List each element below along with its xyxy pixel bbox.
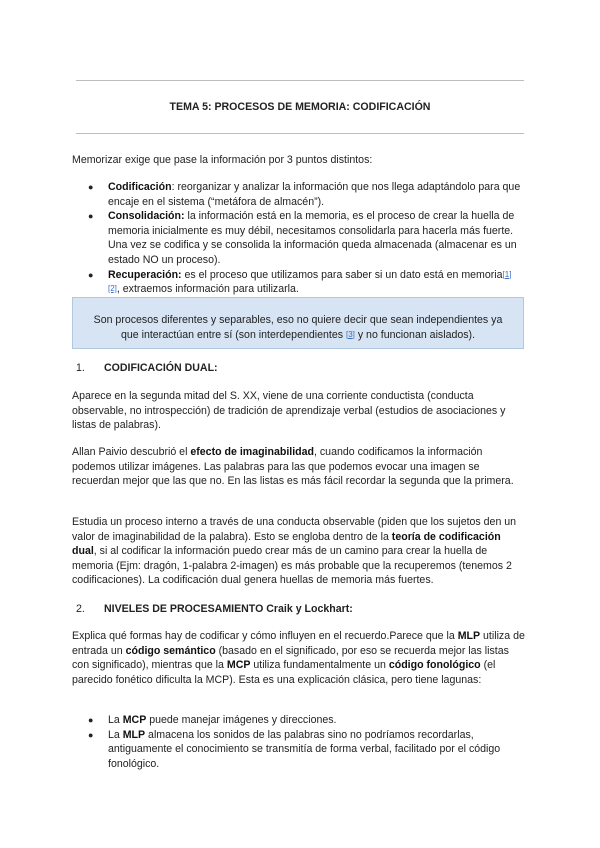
section-2-heading [76,602,353,617]
note-text-b: y no funcionan aislados). [354,328,476,341]
term-consolidacion: Consolidación: [108,210,185,223]
text-recuperacion-a: es el proceso que utilizamos para saber si un dato está en memoria [181,268,503,281]
intro-paragraph: Memorizar exige que pase la información por 3 puntos distintos: [72,154,373,166]
term-codigo-semantico: código semántico [125,644,216,657]
highlight-note-box [72,297,524,349]
footnote-ref-2[interactable]: [2] [108,284,117,294]
term-efecto-imaginabilidad: efecto de imaginabilidad [190,446,314,458]
term-mlp: MLP [457,630,481,642]
s2p1-d: utiliza fundamentalmente un [250,659,389,672]
s1p2-a: Allan Paivio descubrió el [72,446,191,458]
lag1-a: La [108,714,123,726]
text-consolidacion: la información está en la memoria, es el proceso de crear la huella de memoria inicialmente es muy débil, necesitamos consolidarla para hacerla más fuerte. Una vez se codifica y se consolida la información queda almacenada (almacenar es un estado NO un proceso). [108,210,517,266]
s2p1-b: utiliza de entrada un [72,630,525,657]
section-2-number: 2. [76,603,85,615]
list-item-mcp [108,713,522,728]
list-item-recuperacion [108,268,522,297]
s1p3-a: Estudia un proceso interno a través de una conducta observable (piden que los sujetos den un valor de imaginabilidad de la palabra). Esto se engloba dentro de la [72,516,517,543]
section-1-paragraph-1: Aparece en la segunda mitad del S. XX, viene de una corriente conductista (conducta observable, no introspección) de tradición de aprendizaje verbal (estudios de asociaciones y listas de palabras). [72,390,506,432]
title-bottom-rule [76,133,524,134]
page-title: TEMA 5: PROCESOS DE MEMORIA: CODIFICACIÓN [169,101,431,113]
list-item-consolidacion [108,209,522,267]
top-rule [76,80,524,81]
list-item-mlp [108,728,522,772]
memory-steps-list [108,180,522,297]
text-codificacion: : reorganizar y analizar la información que nos llega adaptándolo para que encaje en el sistema (“metáfora de almacén”). [108,181,521,208]
section-2-paragraph-1 [72,629,528,687]
lag1-term: MCP [122,714,147,726]
s2p1-c: (basado en el significado, por eso se recuerda mejor las listas con significado), mientras que la [72,644,509,672]
term-recuperacion: Recuperación: [108,268,182,281]
lag2-term: MLP [122,728,146,741]
lag2-c: almacena los sonidos de las palabras sino no podríamos recordarlas, antiguamente el conocimiento se transmitía de forma verbal, facilitado por el código fonológico. [108,728,501,770]
term-codigo-fonologico: código fonológico [388,659,481,672]
section-1-paragraph-2 [72,445,528,489]
section-1-heading [76,361,218,376]
term-teoria-codificacion-dual: teoría de codificación dual [72,530,501,558]
lag1-c: puede manejar imágenes y direcciones. [146,714,337,726]
s1p3-c: , si al codificar la información puedo crear más de un camino para crear la huella de memoria (Ejm: dragón, 1-palabra 2-imagen) es más probable que la recuperemos (tenemos 2 codificaciones). La codificación dual genera huellas de memoria más fuertes. [72,545,512,587]
section-1-title: CODIFICACIÓN DUAL: [104,362,218,374]
lagunas-list [108,713,522,771]
s1p2-c: , cuando codificamos la información podemos utilizar imágenes. Las palabras para las que podemos evocar una imagen se recuerdan mejor que las que no. En las listas es más fácil recordar la segunda que la primera. [72,446,514,488]
s2p1-a: Explica qué formas hay de codificar y cómo influyen en el recuerdo.Parece que la [72,630,458,642]
term-codificacion: Codificación [108,181,172,193]
term-mcp: MCP [226,659,251,672]
footnote-ref-3[interactable]: [3] [345,329,355,339]
section-1-paragraph-3 [72,515,528,588]
lag2-a: La [108,728,123,741]
section-2-title: NIVELES DE PROCESAMIENTO Craik y Lockhart: [104,603,353,615]
s2p1-e: (el parecido fonético dificulta la MCP). Esta es una explicación clásica, pero tiene lagunas: [72,659,496,686]
note-text-a: Son procesos diferentes y separables, eso no quiere decir que sean independientes ya que interactúan entre sí (son interdependientes [93,314,503,341]
list-item-codificacion [108,180,522,209]
text-recuperacion-b: , extraemos información para utilizarla. [116,283,299,296]
section-1-number: 1. [76,362,85,374]
footnote-ref-1[interactable]: [1] [502,269,512,279]
